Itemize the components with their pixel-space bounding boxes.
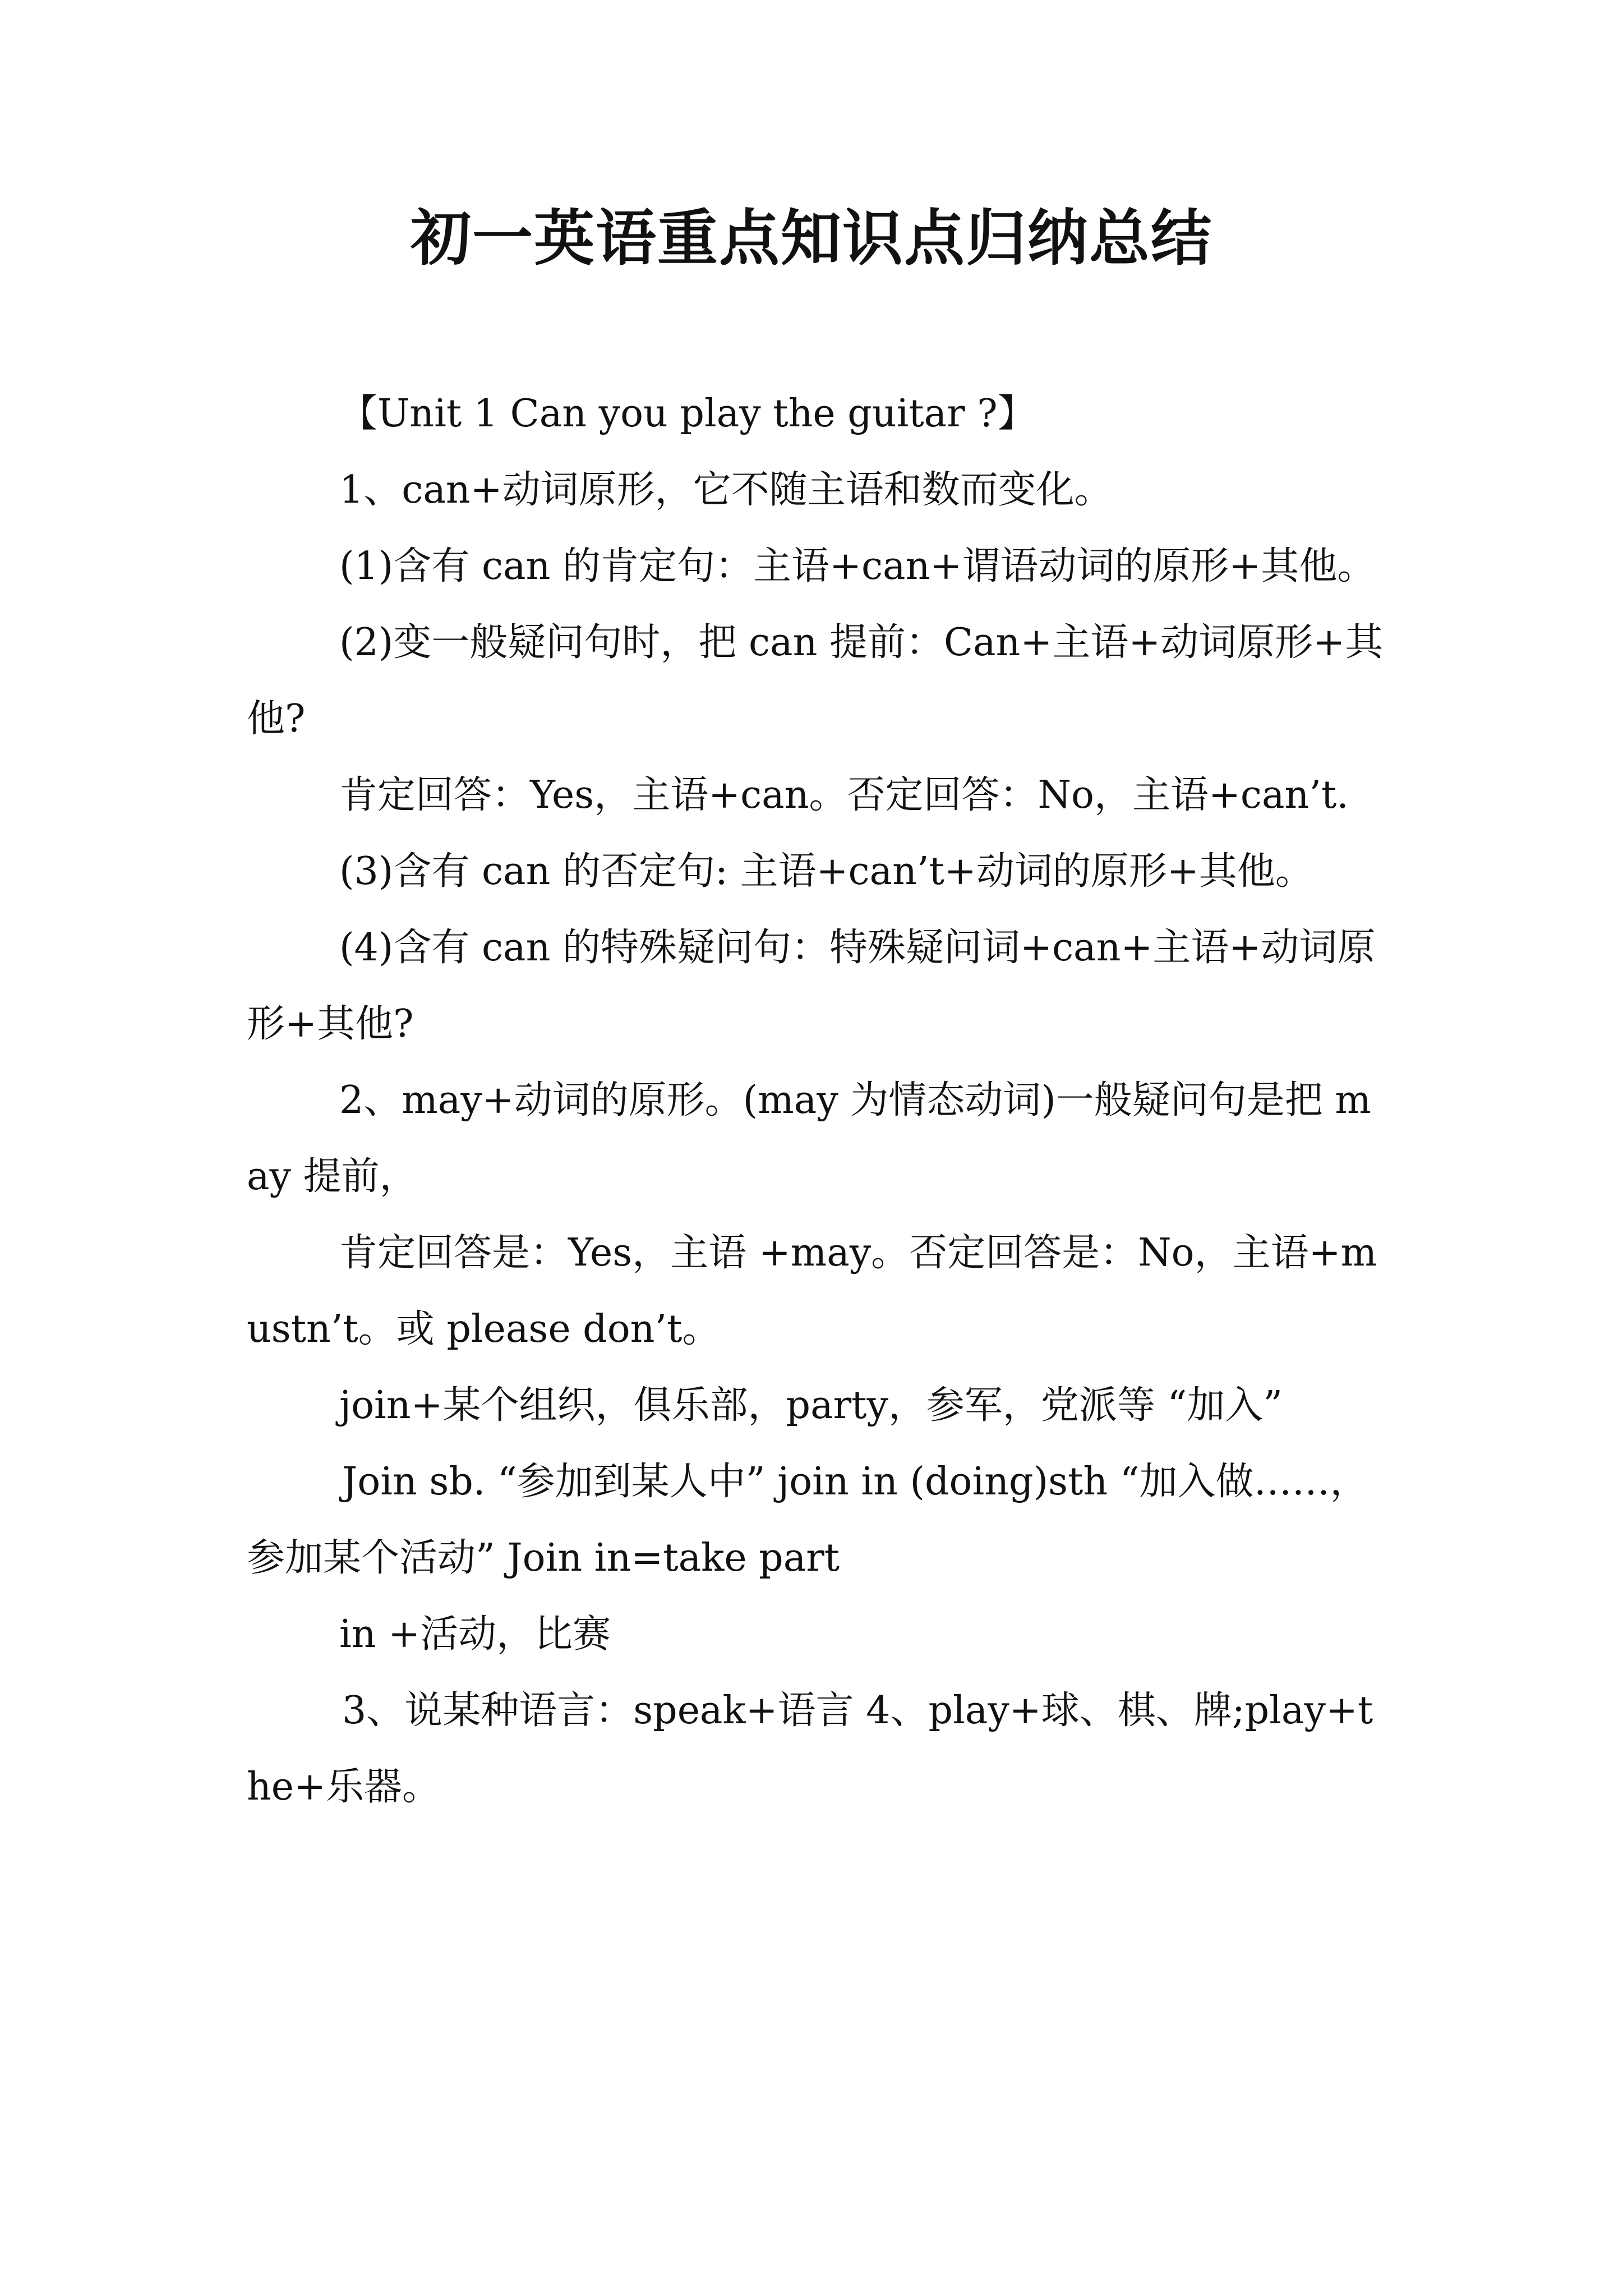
paragraph: in +活动，比赛 xyxy=(339,1612,611,1657)
document-body xyxy=(247,376,1391,1825)
paragraph: 肯定回答是：Yes，主语 +may。否定回答是：No，主语+mustn’t。或 please don’t。 xyxy=(247,1231,1377,1351)
paragraph: 3、说某种语言：speak+语言 4、play+球、棋、牌;play+the+乐器。 xyxy=(247,1688,1373,1809)
paragraph: (3)含有 can 的否定句: 主语+can’t+动词的原形+其他。 xyxy=(339,849,1313,894)
paragraph: Join sb. “参加到某人中” join in (doing)sth “加入做……，参加某个活动” Join in=take part xyxy=(247,1460,1368,1580)
document-title: 初一英语重点知识点归纳总结 xyxy=(410,203,1212,274)
paragraph: join+某个组织，俱乐部，party，参军，党派等 “加入” xyxy=(339,1383,1283,1428)
unit-heading: 【Unit 1 Can you play the guitar ?】 xyxy=(339,392,1036,436)
paragraph: (1)含有 can 的肯定句：主语+can+谓语动词的原形+其他。 xyxy=(339,544,1376,588)
paragraph: 1、can+动词原形，它不随主语和数而变化。 xyxy=(339,468,1113,512)
paragraph: (4)含有 can 的特殊疑问句：特殊疑问词+can+主语+动词原形+其他? xyxy=(247,926,1376,1046)
paragraph: 肯定回答：Yes，主语+can。否定回答：No，主语+can’t. xyxy=(339,773,1349,817)
paragraph: 2、may+动词的原形。(may 为情态动词)一般疑问句是把 may 提前， xyxy=(247,1078,1371,1199)
paragraph: (2)变一般疑问句时，把 can 提前：Can+主语+动词原形+其他? xyxy=(247,620,1384,741)
